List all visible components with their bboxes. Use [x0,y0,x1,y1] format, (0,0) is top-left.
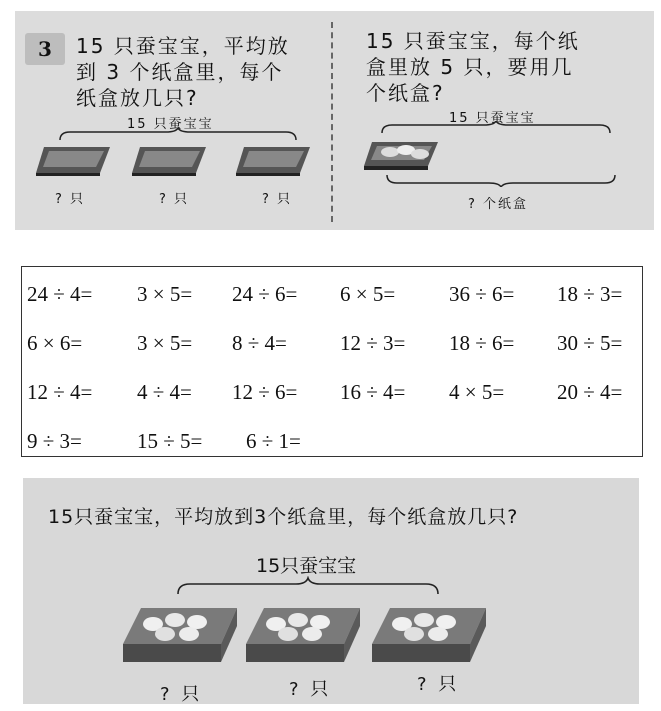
exercise-cell: 3 × 5= [137,331,193,355]
exercise-cell: 15 ÷ 5= [137,429,203,453]
photo-box-label: ? 只 [417,674,460,695]
left-brace-label: 15 只蚕宝宝 [127,117,214,132]
left-question-line-2: 到 3 个纸盒里，每个 [76,60,284,84]
left-brace [58,128,298,142]
right-question-line-3: 个纸盒? [366,81,445,105]
exercise-cell: 4 × 5= [449,380,505,404]
dashed-divider [331,22,333,222]
right-brace-label: 15 只蚕宝宝 [449,111,536,126]
exercise-cell: 9 ÷ 3= [27,429,82,453]
silkworm-box-icon [370,598,488,666]
exercise-cell: 3 × 5= [137,282,193,306]
exercise-cell: 12 ÷ 6= [232,380,298,404]
silkworm-box-icon [121,598,239,666]
exercise-cell: 6 × 5= [340,282,396,306]
photo-box-label: ? 只 [289,679,332,700]
exercise-cell: 18 ÷ 3= [557,282,623,306]
exercise-cell: 6 × 6= [27,331,83,355]
photo-brace-label: 15只蚕宝宝 [256,555,357,577]
exercise-table [21,266,643,457]
photo-question: 15只蚕宝宝，平均放到3个纸盒里，每个纸盒放几只? [48,506,519,528]
silkworm-box-icon [244,598,362,666]
tray-icon [34,143,114,177]
tray-count-label: ? 只 [159,192,190,207]
right-bottom-brace [385,173,617,187]
exercise-cell: 16 ÷ 4= [340,380,406,404]
exercise-cell: 6 ÷ 1= [246,429,301,453]
exercise-cell: 30 ÷ 5= [557,331,623,355]
photo-box-label: ? 只 [160,684,203,705]
exercise-cell: 8 ÷ 4= [232,331,287,355]
exercise-cell: 12 ÷ 4= [27,380,93,404]
photo-brace [176,576,440,596]
right-top-brace [380,121,612,135]
left-question-line-3: 纸盒放几只? [76,86,199,110]
tray-icon [234,143,314,177]
silkworm-tray-icon [362,136,442,174]
problem-number-badge: 3 [25,33,65,65]
exercise-cell: 18 ÷ 6= [449,331,515,355]
left-question-line-1: 15 只蚕宝宝，平均放 [76,34,290,58]
right-question-line-1: 15 只蚕宝宝，每个纸 [366,29,580,53]
exercise-cell: 12 ÷ 3= [340,331,406,355]
exercise-cell: 24 ÷ 6= [232,282,298,306]
exercise-cell: 4 ÷ 4= [137,380,192,404]
right-bottom-label: ? 个纸盒 [468,197,529,212]
exercise-cell: 24 ÷ 4= [27,282,93,306]
exercise-cell: 20 ÷ 4= [557,380,623,404]
exercise-cell: 36 ÷ 6= [449,282,515,306]
tray-count-label: ? 只 [262,192,293,207]
tray-count-label: ? 只 [55,192,86,207]
right-question-line-2: 盒里放 5 只，要用几 [366,55,574,79]
tray-icon [130,143,210,177]
